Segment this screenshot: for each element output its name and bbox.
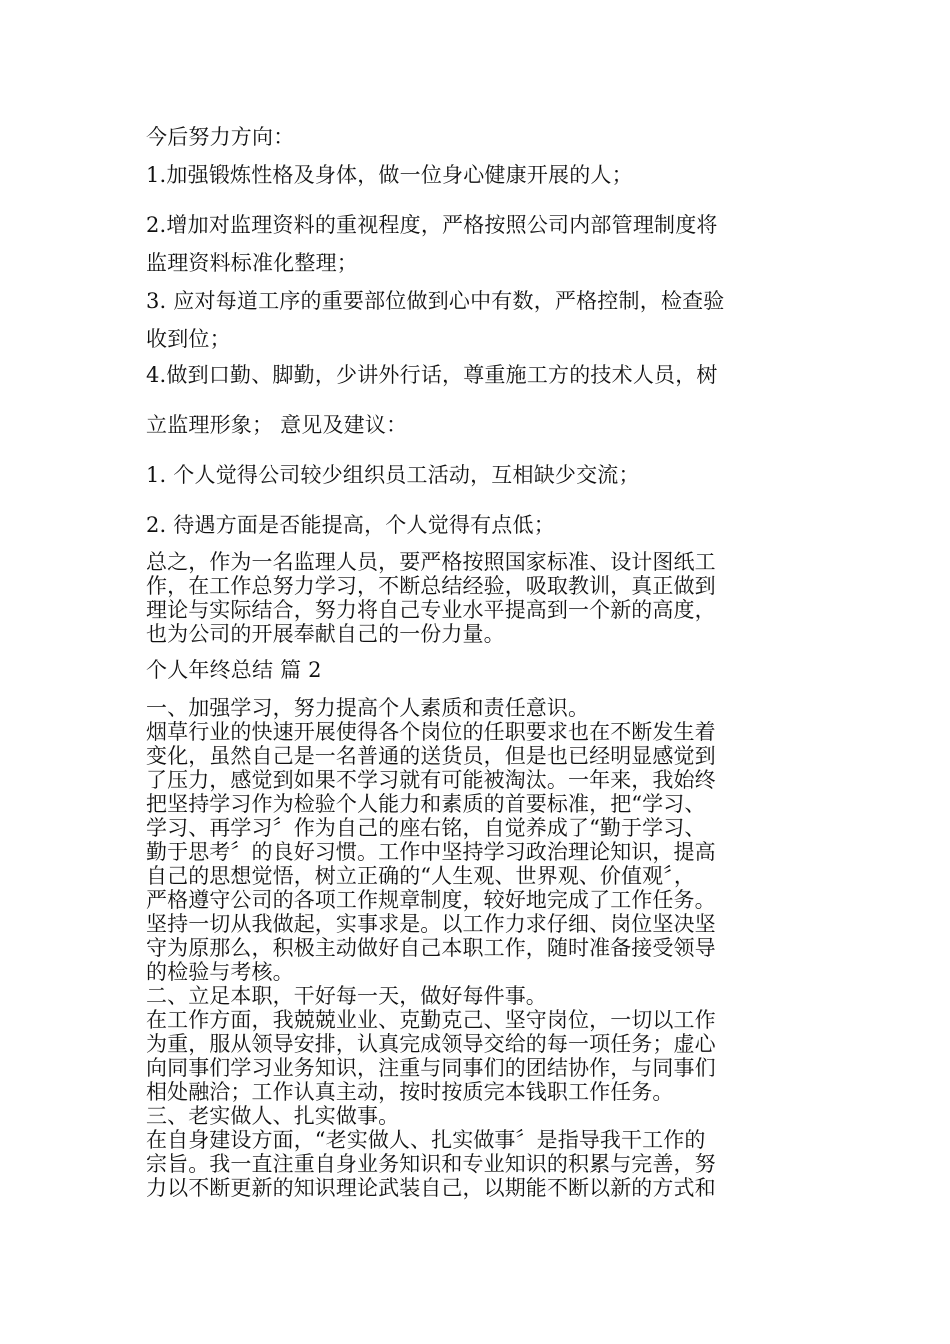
- summary-line: 总之，作为一名监理人员，要严格按照国家标准、设计图纸工: [146, 550, 716, 574]
- body-line: 守为原那么，积极主动做好自己本职工作，随时准备接受领导: [146, 936, 716, 960]
- body-line: 相处融洽；工作认真主动，按时按质完本钱职工作任务。: [146, 1080, 674, 1104]
- suggestion-item-1: 1. 个人觉得公司较少组织员工活动，互相缺少交流；: [146, 463, 640, 487]
- body-line: 了压力，感觉到如果不学习就有可能被淘汰。一年来，我始终: [146, 768, 716, 792]
- body-line: 在自身建设方面，“老实做人、扎实做事〞是指导我干工作的: [146, 1128, 706, 1152]
- body-line: 变化，虽然自己是一名普通的送货员，但是也已经明显感觉到: [146, 744, 716, 768]
- summary-line: 也为公司的开展奉献自己的一份力量。: [146, 622, 505, 646]
- direction-item-3-line-1: 3. 应对每道工序的重要部位做到心中有数，严格控制，检查验: [146, 289, 725, 313]
- body-line: 坚持一切从我做起，实事求是。以工作力求仔细、岗位坚决坚: [146, 912, 716, 936]
- section-heading-2: 个人年终总结 篇 2: [146, 658, 322, 682]
- body-line: 的检验与考核。: [146, 960, 294, 984]
- suggestion-item-2: 2. 待遇方面是否能提高，个人觉得有点低；: [146, 513, 555, 537]
- direction-item-2-line-1: 2.增加对监理资料的重视程度，严格按照公司内部管理制度将: [146, 213, 718, 237]
- body-line: 烟草行业的快速开展使得各个岗位的任职要求也在不断发生着: [146, 720, 716, 744]
- body-line: 自己的思想觉悟，树立正确的“人生观、世界观、价值观〞，: [146, 864, 695, 888]
- direction-item-4-line-2: 立监理形象； 意见及建议：: [146, 413, 408, 437]
- direction-item-1: 1.加强锻炼性格及身体，做一位身心健康开展的人；: [146, 163, 633, 187]
- body-line: 在工作方面，我兢兢业业、克勤克己、坚守岗位，一切以工作: [146, 1008, 716, 1032]
- summary-line: 作，在工作总努力学习，不断总结经验，吸取教训，真正做到: [146, 574, 716, 598]
- section-2-body: [146, 696, 806, 1200]
- future-direction-heading: 今后努力方向：: [146, 125, 295, 149]
- summary-line: 理论与实际结合，努力将自己专业水平提高到一个新的高度，: [146, 598, 716, 622]
- body-line: 向同事们学习业务知识，注重与同事们的团结协作，与同事们: [146, 1056, 716, 1080]
- summary-paragraph: [146, 550, 806, 646]
- body-line: 为重，服从领导安排，认真完成领导交给的每一项任务；虚心: [146, 1032, 716, 1056]
- direction-item-4-line-1: 4.做到口勤、脚勤，少讲外行话，尊重施工方的技术人员，树: [146, 363, 718, 387]
- body-line: 一、加强学习，努力提高个人素质和责任意识。: [146, 696, 590, 720]
- body-line: 勤于思考〞的良好习惯。工作中坚持学习政治理论知识，提高: [146, 840, 716, 864]
- body-line: 学习、再学习〞作为自己的座右铭，自觉养成了“勤于学习、: [146, 816, 706, 840]
- body-line: 宗旨。我一直注重自身业务知识和专业知识的积累与完善，努: [146, 1152, 716, 1176]
- body-line: 三、老实做人、扎实做事。: [146, 1104, 400, 1128]
- body-line: 把坚持学习作为检验个人能力和素质的首要标准，把“学习、: [146, 792, 706, 816]
- direction-item-2-line-2: 监理资料标准化整理；: [146, 251, 358, 275]
- body-line: 二、立足本职，干好每一天，做好每件事。: [146, 984, 547, 1008]
- body-line: 严格遵守公司的各项工作规章制度，较好地完成了工作任务。: [146, 888, 716, 912]
- direction-item-3-line-2: 收到位；: [146, 327, 231, 351]
- body-line: 力以不断更新的知识理论武装自己，以期能不断以新的方式和: [146, 1176, 716, 1200]
